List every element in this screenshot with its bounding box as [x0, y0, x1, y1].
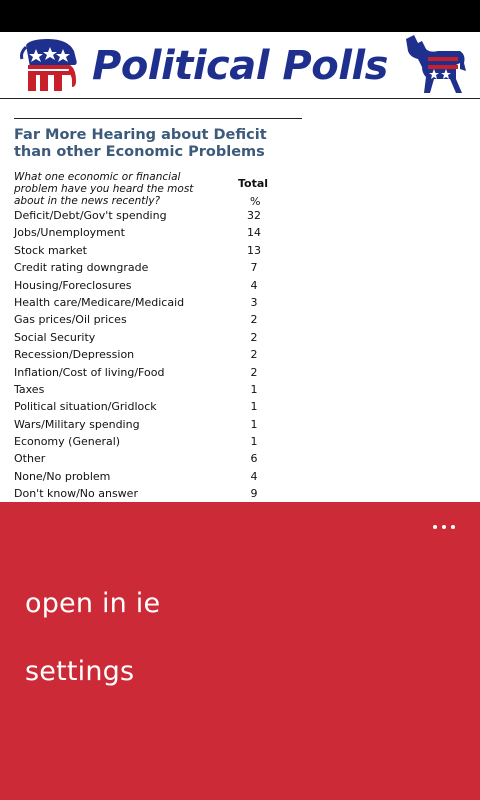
app-header	[0, 32, 480, 99]
republican-elephant-logo	[16, 35, 80, 95]
row-label: Housing/Foreclosures	[14, 278, 132, 292]
table-row	[14, 416, 302, 433]
table-row	[14, 329, 302, 346]
row-value: 32	[247, 209, 261, 222]
row-value: 14	[247, 226, 261, 240]
poll-title	[14, 127, 302, 161]
row-label: Stock market	[14, 243, 87, 257]
row-value: 1	[250, 417, 258, 431]
survey-question	[14, 171, 214, 207]
table-row	[14, 398, 302, 415]
row-label: Political situation/Gridlock	[14, 400, 157, 414]
row-label: None/No problem	[14, 469, 111, 483]
table-header	[14, 171, 302, 207]
divider	[14, 118, 302, 119]
row-label: Deficit/Debt/Gov't spending	[14, 209, 167, 222]
table-row	[14, 259, 302, 276]
question-line-1: What one economic or financial	[14, 171, 181, 183]
row-label: Taxes	[14, 382, 45, 396]
table-row	[14, 207, 302, 224]
app-title: Political Polls	[92, 43, 388, 89]
table-row	[14, 433, 302, 450]
row-value: 7	[250, 261, 258, 275]
table-row	[14, 381, 302, 398]
row-value: 4	[250, 469, 258, 483]
row-label: Don't know/No answer	[14, 487, 138, 501]
row-value: 1	[250, 435, 258, 449]
table-row	[14, 346, 302, 363]
row-value: 1	[250, 400, 258, 414]
table-row	[14, 294, 302, 311]
row-label: Other	[14, 452, 46, 466]
democrat-donkey-logo	[404, 33, 468, 95]
menu-item-settings[interactable]: settings	[25, 656, 135, 687]
row-value: 6	[250, 452, 258, 466]
row-label: Economy (General)	[14, 435, 121, 449]
table-row	[14, 242, 302, 259]
row-value: 2	[250, 330, 258, 344]
row-label: Recession/Depression	[14, 348, 135, 362]
row-value: 4	[250, 278, 258, 292]
row-label: Jobs/Unemployment	[14, 226, 125, 240]
row-label: Credit rating downgrade	[14, 261, 149, 275]
question-line-2: problem have you heard the most	[14, 183, 194, 195]
row-label: Gas prices/Oil prices	[14, 313, 127, 327]
status-bar	[0, 0, 480, 32]
row-label: Wars/Military spending	[14, 417, 140, 431]
row-label: Inflation/Cost of living/Food	[14, 365, 165, 379]
table-row	[14, 485, 302, 502]
row-value: 2	[250, 313, 258, 327]
poll-title-line-1: Far More Hearing about Deficit	[14, 127, 267, 143]
row-value: 9	[250, 487, 258, 501]
row-value: 3	[250, 295, 258, 309]
row-value: 1	[250, 382, 258, 396]
ellipsis-icon[interactable]	[430, 514, 460, 524]
poll-title-line-2: than other Economic Problems	[14, 144, 265, 160]
row-label: Social Security	[14, 330, 96, 344]
row-value: 13	[247, 243, 261, 257]
column-unit: %	[250, 195, 261, 208]
row-value: 2	[250, 365, 258, 379]
table-row	[14, 364, 302, 381]
column-header-total: Total	[238, 177, 269, 190]
menu-item-open-in-ie[interactable]: open in ie	[25, 588, 161, 619]
table-row	[14, 450, 302, 467]
poll-table	[14, 171, 302, 503]
poll-content	[14, 118, 302, 503]
row-value: 2	[250, 348, 258, 362]
table-row	[14, 468, 302, 485]
application-bar-menu	[0, 502, 480, 800]
row-label: Health care/Medicare/Medicaid	[14, 295, 185, 309]
question-line-3: about in the news recently?	[14, 195, 161, 207]
table-row	[14, 277, 302, 294]
table-row	[14, 311, 302, 328]
table-row	[14, 224, 302, 241]
